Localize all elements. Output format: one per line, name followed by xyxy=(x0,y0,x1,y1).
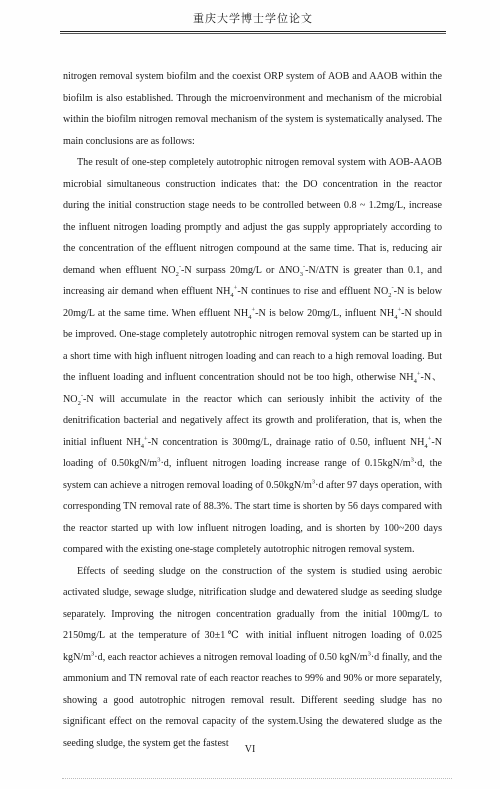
text-run: -N concentration is 300mg/L, drainage ratio of 0.50, influent NH xyxy=(147,436,425,448)
text-run: Effects of seeding sludge on the construction of the system is studied using aerobic activated sludge, sewage sludge, nitrification sludge and dewatered sludge as seeding sludge separately. Improving the nitrogen concentration gradually from the initial 100mg/L to 2150mg/L at the temperature of 30±1℃ with initial influent nitrogen loading of 0.025 kgN/m xyxy=(63,565,442,663)
superscript: 3 xyxy=(91,650,95,658)
superscript: 3 xyxy=(311,478,316,486)
subscript: 4 xyxy=(413,378,417,386)
text-run: -N loading of 0.50kgN/m xyxy=(63,436,442,469)
paragraph xyxy=(63,152,442,561)
text-run: -N surpass 20mg/L or ΔNO xyxy=(181,264,300,276)
subscript: 2 xyxy=(175,270,179,278)
subscript: 4 xyxy=(394,313,398,321)
header-rule-thin xyxy=(60,33,446,34)
subscript: 4 xyxy=(230,292,234,300)
text-run: -N should be improved. One-stage completely autotrophic nitrogen removal system can be started up in a short time with high influent nitrogen loading and can reach to a high removal loading. But the influent loading and influent concentration should not be too high, otherwise NH xyxy=(63,307,442,383)
superscript: 3 xyxy=(157,456,161,464)
superscript: + xyxy=(233,284,238,292)
text-run: -N continues to rise and effluent NO xyxy=(237,286,389,297)
page-number: VI xyxy=(244,744,256,755)
text-run: -N will accumulate in the reactor which can seriously inhibit the activity of the denitrification bacterial and negatively affect its growth and proliferation, that is, when the initial influent NH xyxy=(63,393,442,448)
text-run: ·d, the system can achieve a nitrogen removal loading of 0.50kgN/m xyxy=(63,458,442,491)
superscript: - xyxy=(391,284,394,292)
superscript: - xyxy=(302,263,306,271)
superscript: - xyxy=(178,263,181,271)
superscript: 3 xyxy=(410,456,414,464)
page-header: 重庆大学博士学位论文 xyxy=(193,13,313,25)
header-rule xyxy=(60,31,446,32)
subscript: 4 xyxy=(248,313,252,321)
superscript: 3 xyxy=(367,650,371,658)
superscript: + xyxy=(144,435,148,443)
subscript: 3 xyxy=(299,270,303,278)
subscript: 4 xyxy=(424,442,428,450)
text-run: The result of one-step completely autotrophic nitrogen removal system with AOB-AAOB microbial simultaneous construction indicates that: the DO concentration in the reactor during the initial construction stage needs to be controlled between 0.8 ~ 1.2mg/L, increase the influent nitrogen loading promptly and adjust the gas supply appropriately according to the concentration of the effluent nitrogen compound at the same time. That is, reducing air demand when effluent NO xyxy=(63,157,442,276)
paragraph xyxy=(63,561,442,755)
text-run: ·d finally, and the ammonium and TN removal rate of each reactor reaches to 99% and 90% or more separately, showing a good autotrophic nitrogen removal result. Different seeding sludge has no significant effect on the removal capacity of the system.Using the dewatered sludge as the seeding sludge, the system get the fastest xyxy=(63,651,442,749)
text-run: -N、NO xyxy=(63,372,442,405)
paragraph xyxy=(63,66,442,152)
superscript: + xyxy=(251,306,256,314)
text-run: ·d after 97 days operation, with corresponding TN removal rate of 88.3%. The start time is shorten by 56 days compared with the reactor started up with low influent nitrogen loading, and is shorten by 100~200 days compared with the existing one-stage completely autotrophic nitrogen removal system. xyxy=(63,479,442,555)
superscript: + xyxy=(397,306,402,314)
superscript: + xyxy=(427,435,432,443)
subscript: 2 xyxy=(77,399,81,407)
abstract-body xyxy=(63,66,442,754)
scan-artifact-line xyxy=(62,778,452,779)
text-run: -N/ΔTN is greater than 0.1, and increasing air demand when effluent NH xyxy=(63,264,443,297)
text-run: nitrogen removal system biofilm and the coexist ORP system of AOB and AAOB within the biofilm is also established. Through the microenvironment and mechanism of the microbial within the biofilm nitrogen removal mechanism of the system is systematically analysed. The main conclusions are as follows: xyxy=(63,71,442,147)
text-run: ·d, each reactor achieves a nitrogen removal loading of 0.50 kgN/m xyxy=(94,651,368,663)
superscript: - xyxy=(80,392,84,400)
superscript: + xyxy=(416,370,421,378)
text-run: ·d, influent nitrogen loading increase range of 0.15kgN/m xyxy=(160,458,411,469)
subscript: 2 xyxy=(388,292,392,300)
subscript: 4 xyxy=(140,442,145,450)
text-run: -N is below 20mg/L, influent NH xyxy=(255,307,395,319)
text-run: -N is below 20mg/L at the same time. When effluent NH xyxy=(63,286,442,319)
